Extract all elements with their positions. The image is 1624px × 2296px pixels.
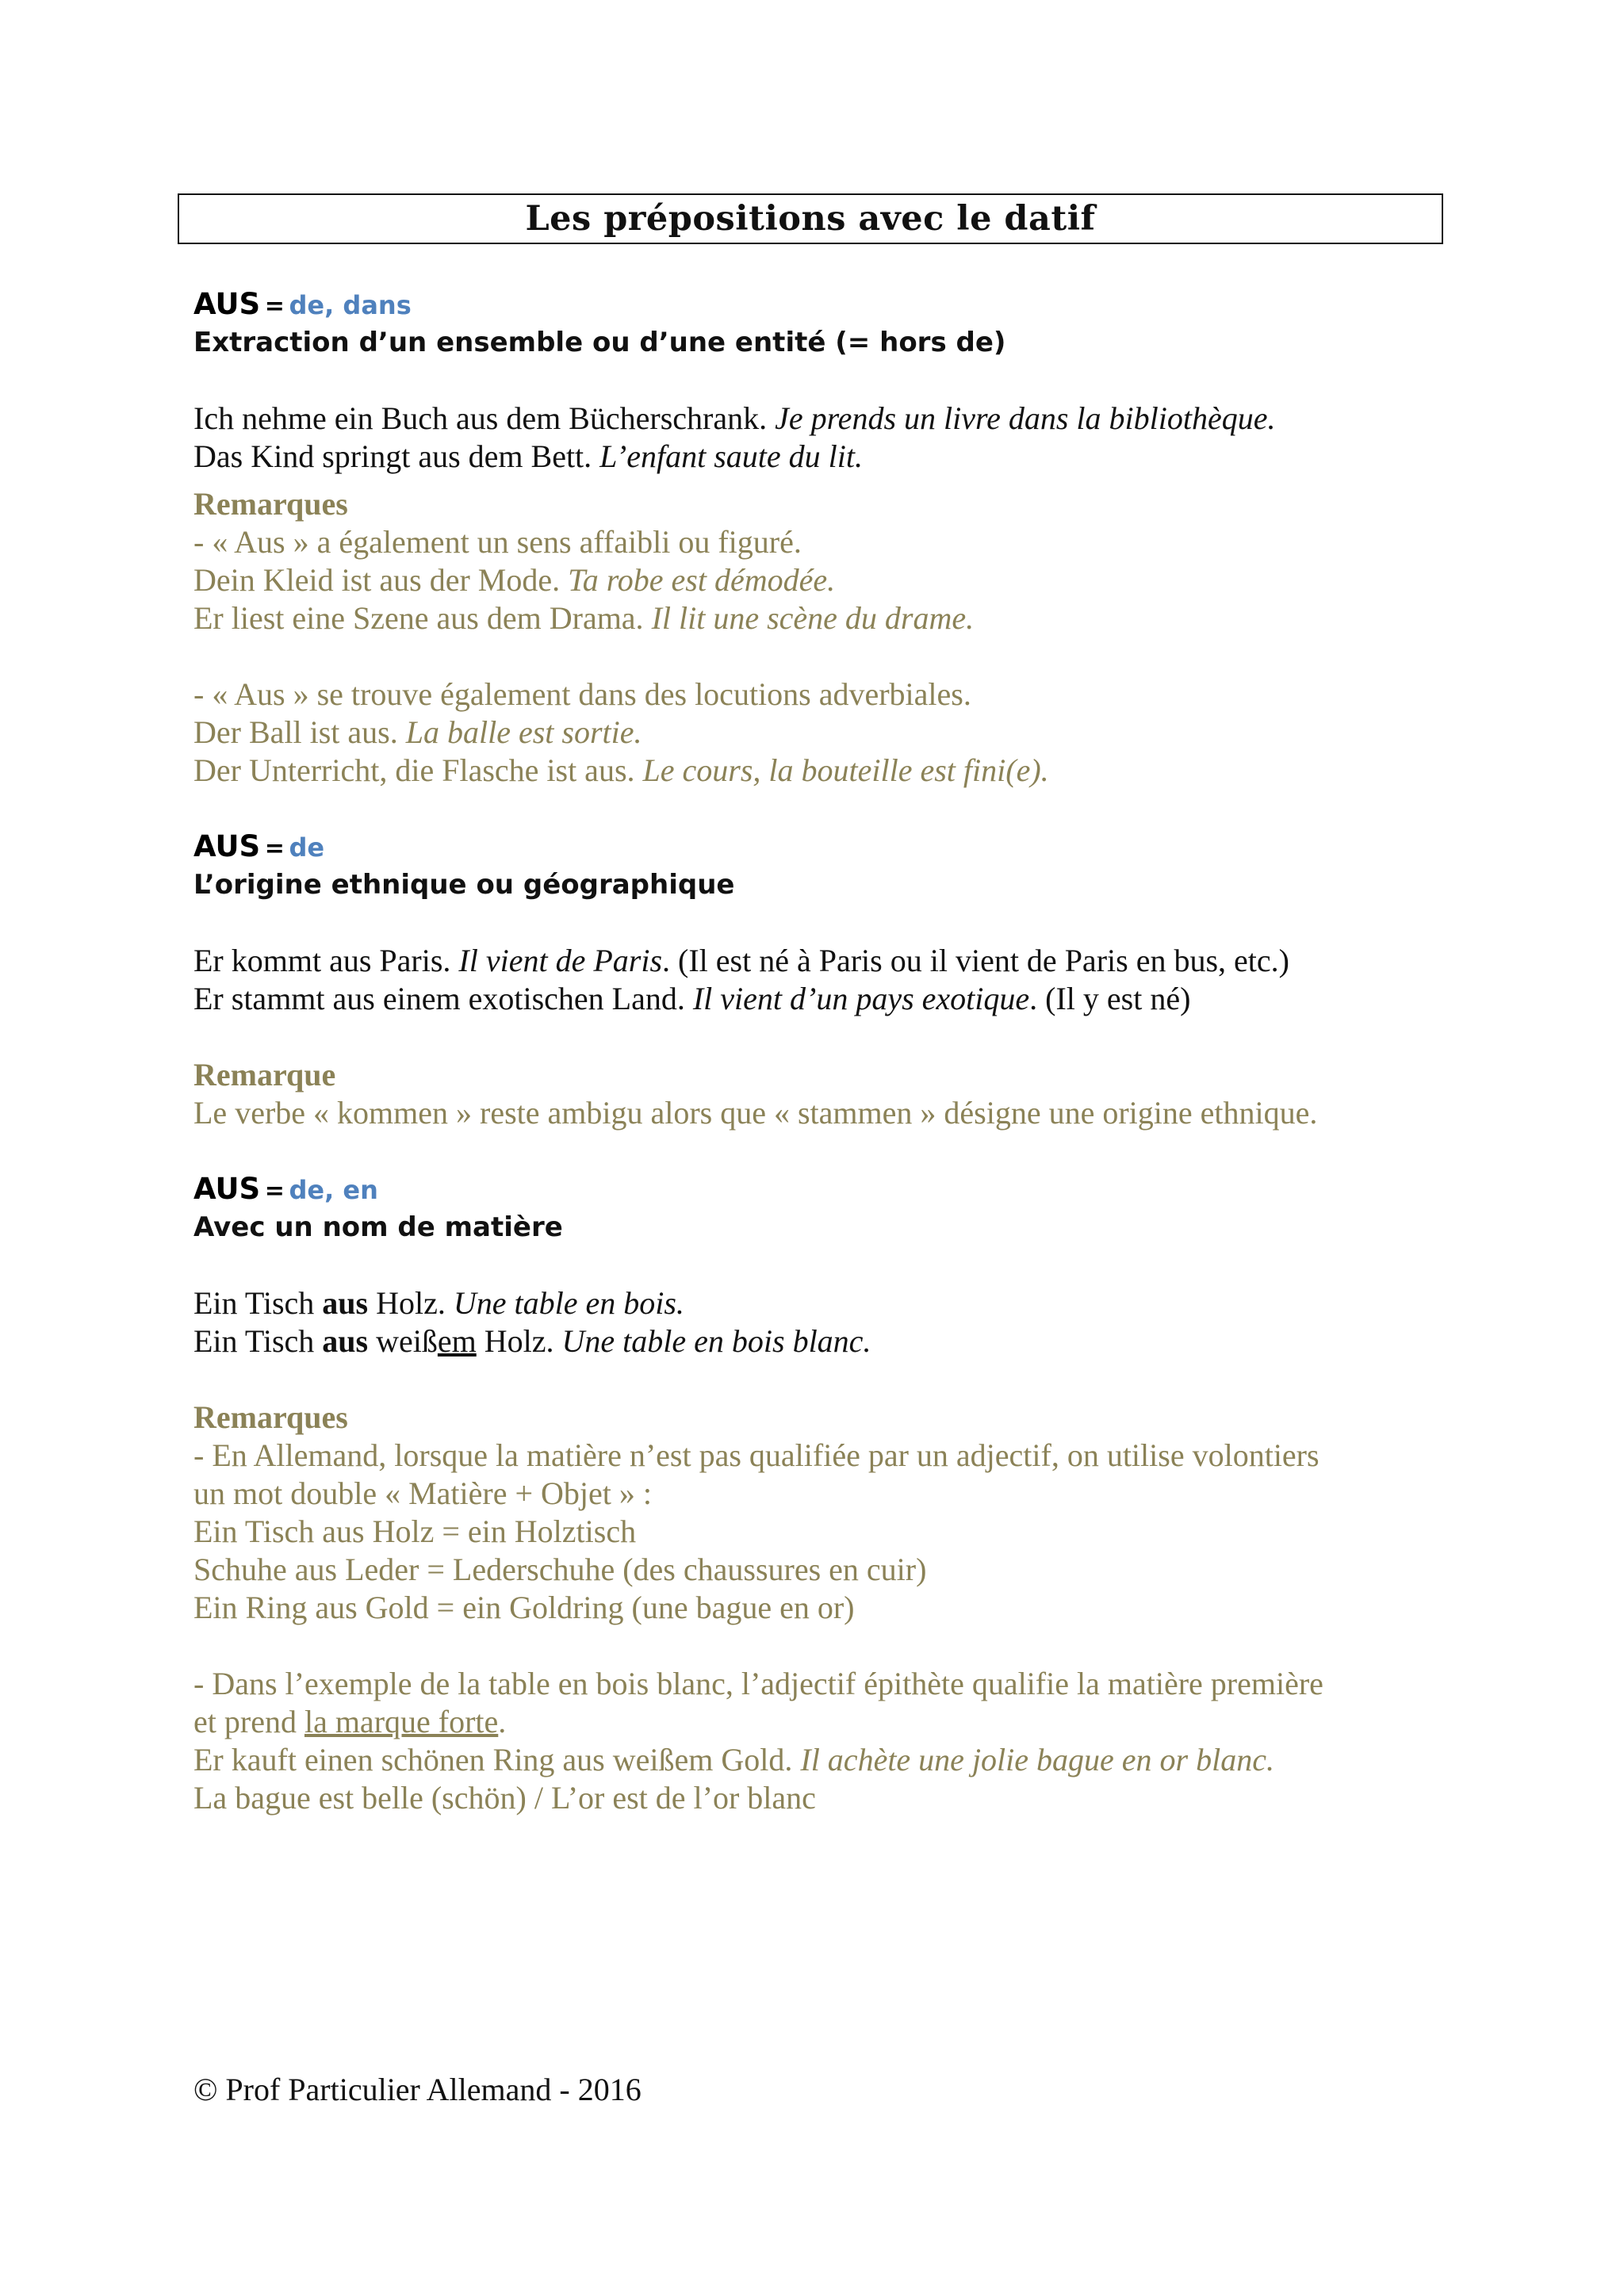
remark-text: et prend <box>193 1704 304 1739</box>
remark-french: Ta robe est démodée. <box>568 562 836 598</box>
example-french: Une table en bois. <box>453 1285 684 1321</box>
example-german: Das Kind springt aus dem Bett. <box>193 438 592 474</box>
remark-line: Le verbe « kommen » reste ambigu alors que « stammen » désigne une origine ethnique. <box>193 1095 1318 1131</box>
example-note: . (Il est né à Paris ou il vient de Paris en bus, etc.) <box>662 943 1289 978</box>
section-translation: de, en <box>289 1175 378 1205</box>
example-text: Ein Tisch <box>193 1323 323 1359</box>
equals-sign: = <box>264 293 285 320</box>
document-body <box>193 285 1446 1817</box>
example-line <box>193 1322 1446 1360</box>
remark-example: Ein Tisch aus Holz = ein Holztisch <box>193 1513 637 1549</box>
remark-french: Il lit une scène du drame. <box>651 600 975 636</box>
page-title: Les prépositions avec le datif <box>525 199 1096 239</box>
section-keyword: AUS <box>193 1172 261 1206</box>
section-keyword: AUS <box>193 829 261 863</box>
example-line <box>193 980 1446 1018</box>
remark-french: Il achète une jolie bague en or blanc. <box>800 1742 1274 1777</box>
remark-example <box>193 752 1446 790</box>
section-translation: de <box>289 832 325 863</box>
equals-sign: = <box>264 1177 285 1205</box>
remarks-title: Remarques <box>193 1399 348 1435</box>
remark-line: un mot double « Matière + Objet » : <box>193 1475 653 1511</box>
example-french: Il vient de Paris <box>458 943 663 978</box>
example-french: Une table en bois blanc. <box>561 1323 871 1359</box>
example-bold: aus <box>322 1285 369 1321</box>
section-translation: de, dans <box>289 290 412 320</box>
section-3-heading <box>193 1170 1446 1208</box>
example-line <box>193 400 1446 438</box>
example-text: Holz. <box>476 1323 554 1359</box>
remark-line <box>193 1703 1446 1741</box>
remark-german: Dein Kleid ist aus der Mode. <box>193 562 561 598</box>
example-line <box>193 942 1446 980</box>
example-french: Il vient d’un pays exotique <box>692 981 1030 1016</box>
example-bold: aus <box>322 1323 369 1359</box>
example-text: Holz. <box>368 1285 446 1321</box>
example-french: L’enfant saute du lit. <box>599 438 864 474</box>
remark-french: La balle est sortie. <box>405 714 642 750</box>
remarks-title: Remarques <box>193 486 348 522</box>
remark-example <box>193 714 1446 752</box>
example-german: Er kommt aus Paris. <box>193 943 451 978</box>
remark-text: . <box>498 1704 507 1739</box>
example-german: Er stammt aus einem exotischen Land. <box>193 981 685 1016</box>
remark-example: Schuhe aus Leder = Lederschuhe (des chaussures en cuir) <box>193 1552 927 1587</box>
remark-german: Er liest eine Szene aus dem Drama. <box>193 600 644 636</box>
remark-underlined: la marque forte <box>304 1704 499 1739</box>
remark-line: - « Aus » a également un sens affaibli ou figuré. <box>193 524 802 560</box>
example-underlined: em <box>437 1323 477 1359</box>
example-line <box>193 1284 1446 1322</box>
remark-line: - « Aus » se trouve également dans des locutions adverbiales. <box>193 676 971 712</box>
example-german: Ich nehme ein Buch aus dem Bücherschrank. <box>193 400 768 436</box>
section-3-subtitle: Avec un nom de matière <box>193 1211 563 1243</box>
section-1-heading <box>193 285 1446 323</box>
example-french: Je prends un livre dans la bibliothèque. <box>775 400 1276 436</box>
page-title-box <box>178 193 1443 244</box>
section-keyword: AUS <box>193 287 261 321</box>
remark-line: - En Allemand, lorsque la matière n’est pas qualifiée par un adjectif, on utilise volontiers <box>193 1437 1320 1473</box>
section-1-subtitle: Extraction d’un ensemble ou d’une entité (= hors de) <box>193 327 1006 358</box>
example-text: weiß <box>368 1323 438 1359</box>
example-line <box>193 438 1446 476</box>
section-2-heading <box>193 828 1446 866</box>
remark-title: Remarque <box>193 1057 336 1093</box>
remark-german: Der Unterricht, die Flasche ist aus. <box>193 752 635 788</box>
remark-example <box>193 561 1446 599</box>
equals-sign: = <box>264 835 285 863</box>
remark-german: Der Ball ist aus. <box>193 714 398 750</box>
section-2-subtitle: L’origine ethnique ou géographique <box>193 869 735 901</box>
example-note: . (Il y est né) <box>1029 981 1191 1016</box>
remark-example <box>193 599 1446 637</box>
footer-copyright: © Prof Particulier Allemand - 2016 <box>193 2072 642 2107</box>
remark-german: Er kauft einen schönen Ring aus weißem Gold. <box>193 1742 793 1777</box>
example-text: Ein Tisch <box>193 1285 323 1321</box>
remark-example: Ein Ring aus Gold = ein Goldring (une bague en or) <box>193 1590 855 1625</box>
remark-example <box>193 1741 1446 1779</box>
remark-line: - Dans l’exemple de la table en bois blanc, l’adjectif épithète qualifie la matière première <box>193 1666 1323 1701</box>
remark-line: La bague est belle (schön) / L’or est de l’or blanc <box>193 1780 816 1816</box>
remark-french: Le cours, la bouteille est fini(e). <box>642 752 1049 788</box>
